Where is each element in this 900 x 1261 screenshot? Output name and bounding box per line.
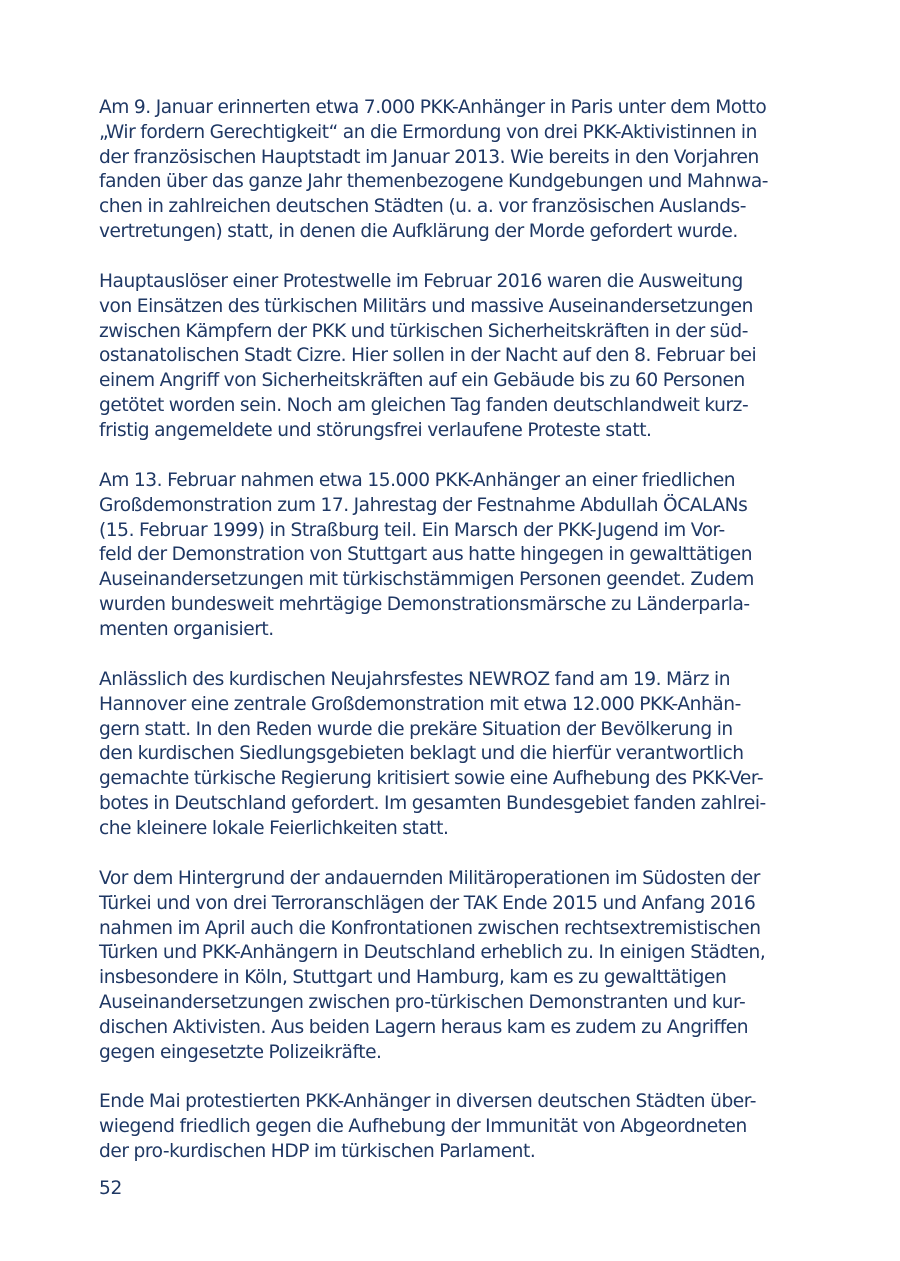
text-line: vertretungen) statt, in denen die Aufklärung der Morde gefordert wurde. <box>99 220 738 242</box>
text-line: che kleinere lokale Feierlichkeiten statt. <box>99 817 449 839</box>
text-line: der französischen Hauptstadt im Januar 2013. Wie bereits in den Vorjahren <box>99 146 759 168</box>
text-line: wiegend friedlich gegen die Aufhebung der Immunität von Abgeordneten <box>99 1115 747 1137</box>
text-line: „Wir fordern Gerechtigkeit“ an die Ermordung von drei PKK-Aktivistinnen in <box>99 121 757 143</box>
text-line: gegen eingesetzte Polizeikräfte. <box>99 1041 382 1063</box>
text-line: wurden bundesweit mehrtägige Demonstrationsmärsche zu Länderparla- <box>99 593 750 615</box>
text-line: Auseinandersetzungen zwischen pro-türkischen Demonstranten und kur- <box>99 991 746 1013</box>
text-line: Türkei und von drei Terroranschlägen der TAK Ende 2015 und Anfang 2016 <box>99 892 756 914</box>
text-line: von Einsätzen des türkischen Militärs und massive Auseinandersetzungen <box>99 295 753 317</box>
paragraph-newroz-hannover <box>99 668 819 842</box>
text-line: Anlässlich des kurdischen Neujahrsfestes NEWROZ fand am 19. März in <box>99 669 731 690</box>
paragraph-paris-commemoration <box>99 96 819 245</box>
text-line: Auseinandersetzungen mit türkischstämmigen Personen geendet. Zudem <box>99 569 754 591</box>
text-line: (15. Februar 1999) in Straßburg teil. Ein Marsch der PKK-Jugend im Vor- <box>99 519 725 541</box>
text-line: menten organisiert. <box>99 618 274 640</box>
text-line: Großdemonstration zum 17. Jahrestag der Festnahme Abdullah ÖCALANs <box>99 494 748 516</box>
page-number: 52 <box>99 1178 123 1199</box>
paragraph-april-confrontations <box>99 867 819 1065</box>
text-line: gern statt. In den Reden wurde die prekäre Situation der Bevölkerung in <box>99 718 733 740</box>
paragraph-may-protests <box>99 1090 819 1164</box>
text-line: Ende Mai protestierten PKK-Anhänger in diversen deutschen Städten über- <box>99 1091 757 1112</box>
text-line: fristig angemeldete und störungsfrei verlaufene Proteste statt. <box>99 419 652 441</box>
text-line: gemachte türkische Regierung kritisiert sowie eine Aufhebung des PKK-Ver- <box>99 768 764 790</box>
text-line: dischen Aktivisten. Aus beiden Lagern heraus kam es zudem zu Angriffen <box>99 1016 749 1038</box>
paragraph-strasbourg-demonstration <box>99 469 819 643</box>
text-line: ostanatolischen Stadt Cizre. Hier sollen in der Nacht auf den 8. Februar bei <box>99 345 757 367</box>
text-line: chen in zahlreichen deutschen Städten (u. a. vor französischen Auslands- <box>99 196 746 218</box>
text-line: nahmen im April auch die Konfrontationen zwischen rechtsextremistischen <box>99 917 761 939</box>
text-line: Türken und PKK-Anhängern in Deutschland erheblich zu. In einigen Städten, <box>99 942 766 964</box>
text-line: Hauptauslöser einer Protestwelle im Februar 2016 waren die Ausweitung <box>99 271 743 292</box>
text-line: Am 9. Januar erinnerten etwa 7.000 PKK-Anhänger in Paris unter dem Motto <box>99 97 767 118</box>
text-line: botes in Deutschland gefordert. Im gesamten Bundesgebiet fanden zahlrei- <box>99 792 766 814</box>
text-line: Am 13. Februar nahmen etwa 15.000 PKK-Anhänger an einer friedlichen <box>99 470 736 491</box>
text-line: zwischen Kämpfern der PKK und türkischen Sicherheitskräften in der süd- <box>99 320 748 342</box>
paragraph-february-protests <box>99 270 819 444</box>
text-line: insbesondere in Köln, Stuttgart und Hamburg, kam es zu gewalttätigen <box>99 967 727 989</box>
text-line: fanden über das ganze Jahr themenbezogene Kundgebungen und Mahnwa- <box>99 171 769 193</box>
text-line: einem Angriff von Sicherheitskräften auf ein Gebäude bis zu 60 Personen <box>99 370 745 392</box>
text-line: Vor dem Hintergrund der andauernden Militäroperationen im Südosten der <box>99 868 760 889</box>
text-line: der pro-kurdischen HDP im türkischen Parlament. <box>99 1140 536 1162</box>
text-line: getötet worden sein. Noch am gleichen Tag fanden deutschlandweit kurz- <box>99 394 749 416</box>
text-line: feld der Demonstration von Stuttgart aus hatte hingegen in gewalttätigen <box>99 544 753 566</box>
text-line: den kurdischen Siedlungsgebieten beklagt und die hierfür verantwortlich <box>99 743 744 765</box>
text-line: Hannover eine zentrale Großdemonstration mit etwa 12.000 PKK-Anhän- <box>99 693 741 715</box>
